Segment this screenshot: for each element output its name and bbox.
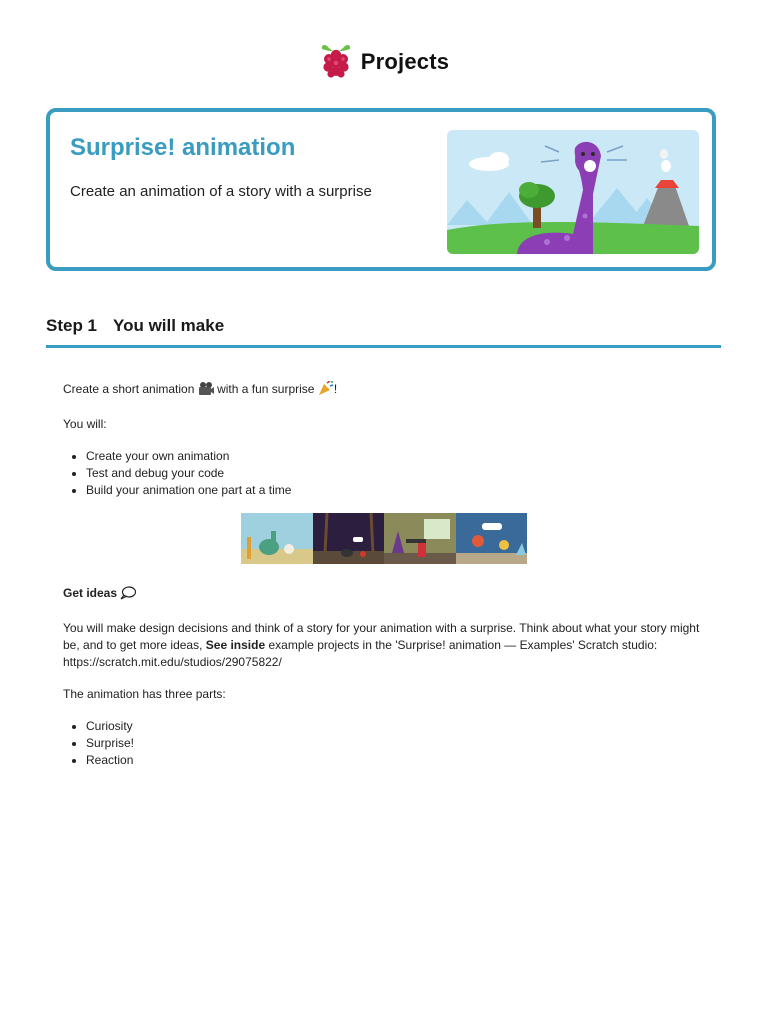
intro-text-end: ! [333,382,338,396]
parts-list [63,718,713,769]
party-popper-icon [318,381,334,401]
intro-text-middle: with a fun surprise [217,382,315,396]
example-frame-underwater [456,513,528,564]
project-hero-card [46,108,716,271]
goals-list [63,448,713,499]
project-subtitle: Create an animation of a story with a surprise [70,183,372,200]
list-item: • Curiosity [86,718,713,735]
see-inside-text: See inside [205,638,266,652]
intro-text-start: Create a short animation [63,382,195,396]
film-camera-icon [198,381,214,401]
step-heading [46,314,721,348]
list-item: • Reaction [86,752,713,769]
ideas-text-end: example projects in the 'Surprise! animation — Examples' Scratch studio: https://scratch.mit.edu/studios/29075822/ [63,638,658,669]
intro-paragraph [63,381,713,401]
ideas-paragraph [63,620,713,671]
example-frame-room [384,513,456,564]
project-title: Surprise! animation [70,134,296,161]
step-title: You will make [113,316,225,335]
parts-intro: The animation has three parts: [63,687,226,701]
get-ideas-heading [63,585,713,605]
ideas-section [63,585,713,769]
step-number: Step 1 [46,316,98,335]
example-frame-night [313,513,385,564]
you-will-label: You will: [63,417,107,431]
step-content [63,381,713,499]
list-item: • Create your own animation [86,448,713,465]
raspberry-pi-logo-icon [319,41,353,84]
speech-bubble-icon [120,586,136,605]
list-item: • Build your animation one part at a time [86,482,713,499]
dinosaur-volcano-illustration [447,130,699,254]
page-header [0,40,768,84]
list-item: • Surprise! [86,735,713,752]
ideas-text-start: You will make design decisions and think of a story for your animation with a surprise. Think about what your story might be, and to get more ideas, [63,621,700,652]
example-projects-strip [241,513,527,564]
example-frame-dinosaur [241,513,313,564]
site-title[interactable]: Projects [360,49,450,74]
list-item: • Test and debug your code [86,465,713,482]
get-ideas-label: Get ideas [63,586,118,600]
